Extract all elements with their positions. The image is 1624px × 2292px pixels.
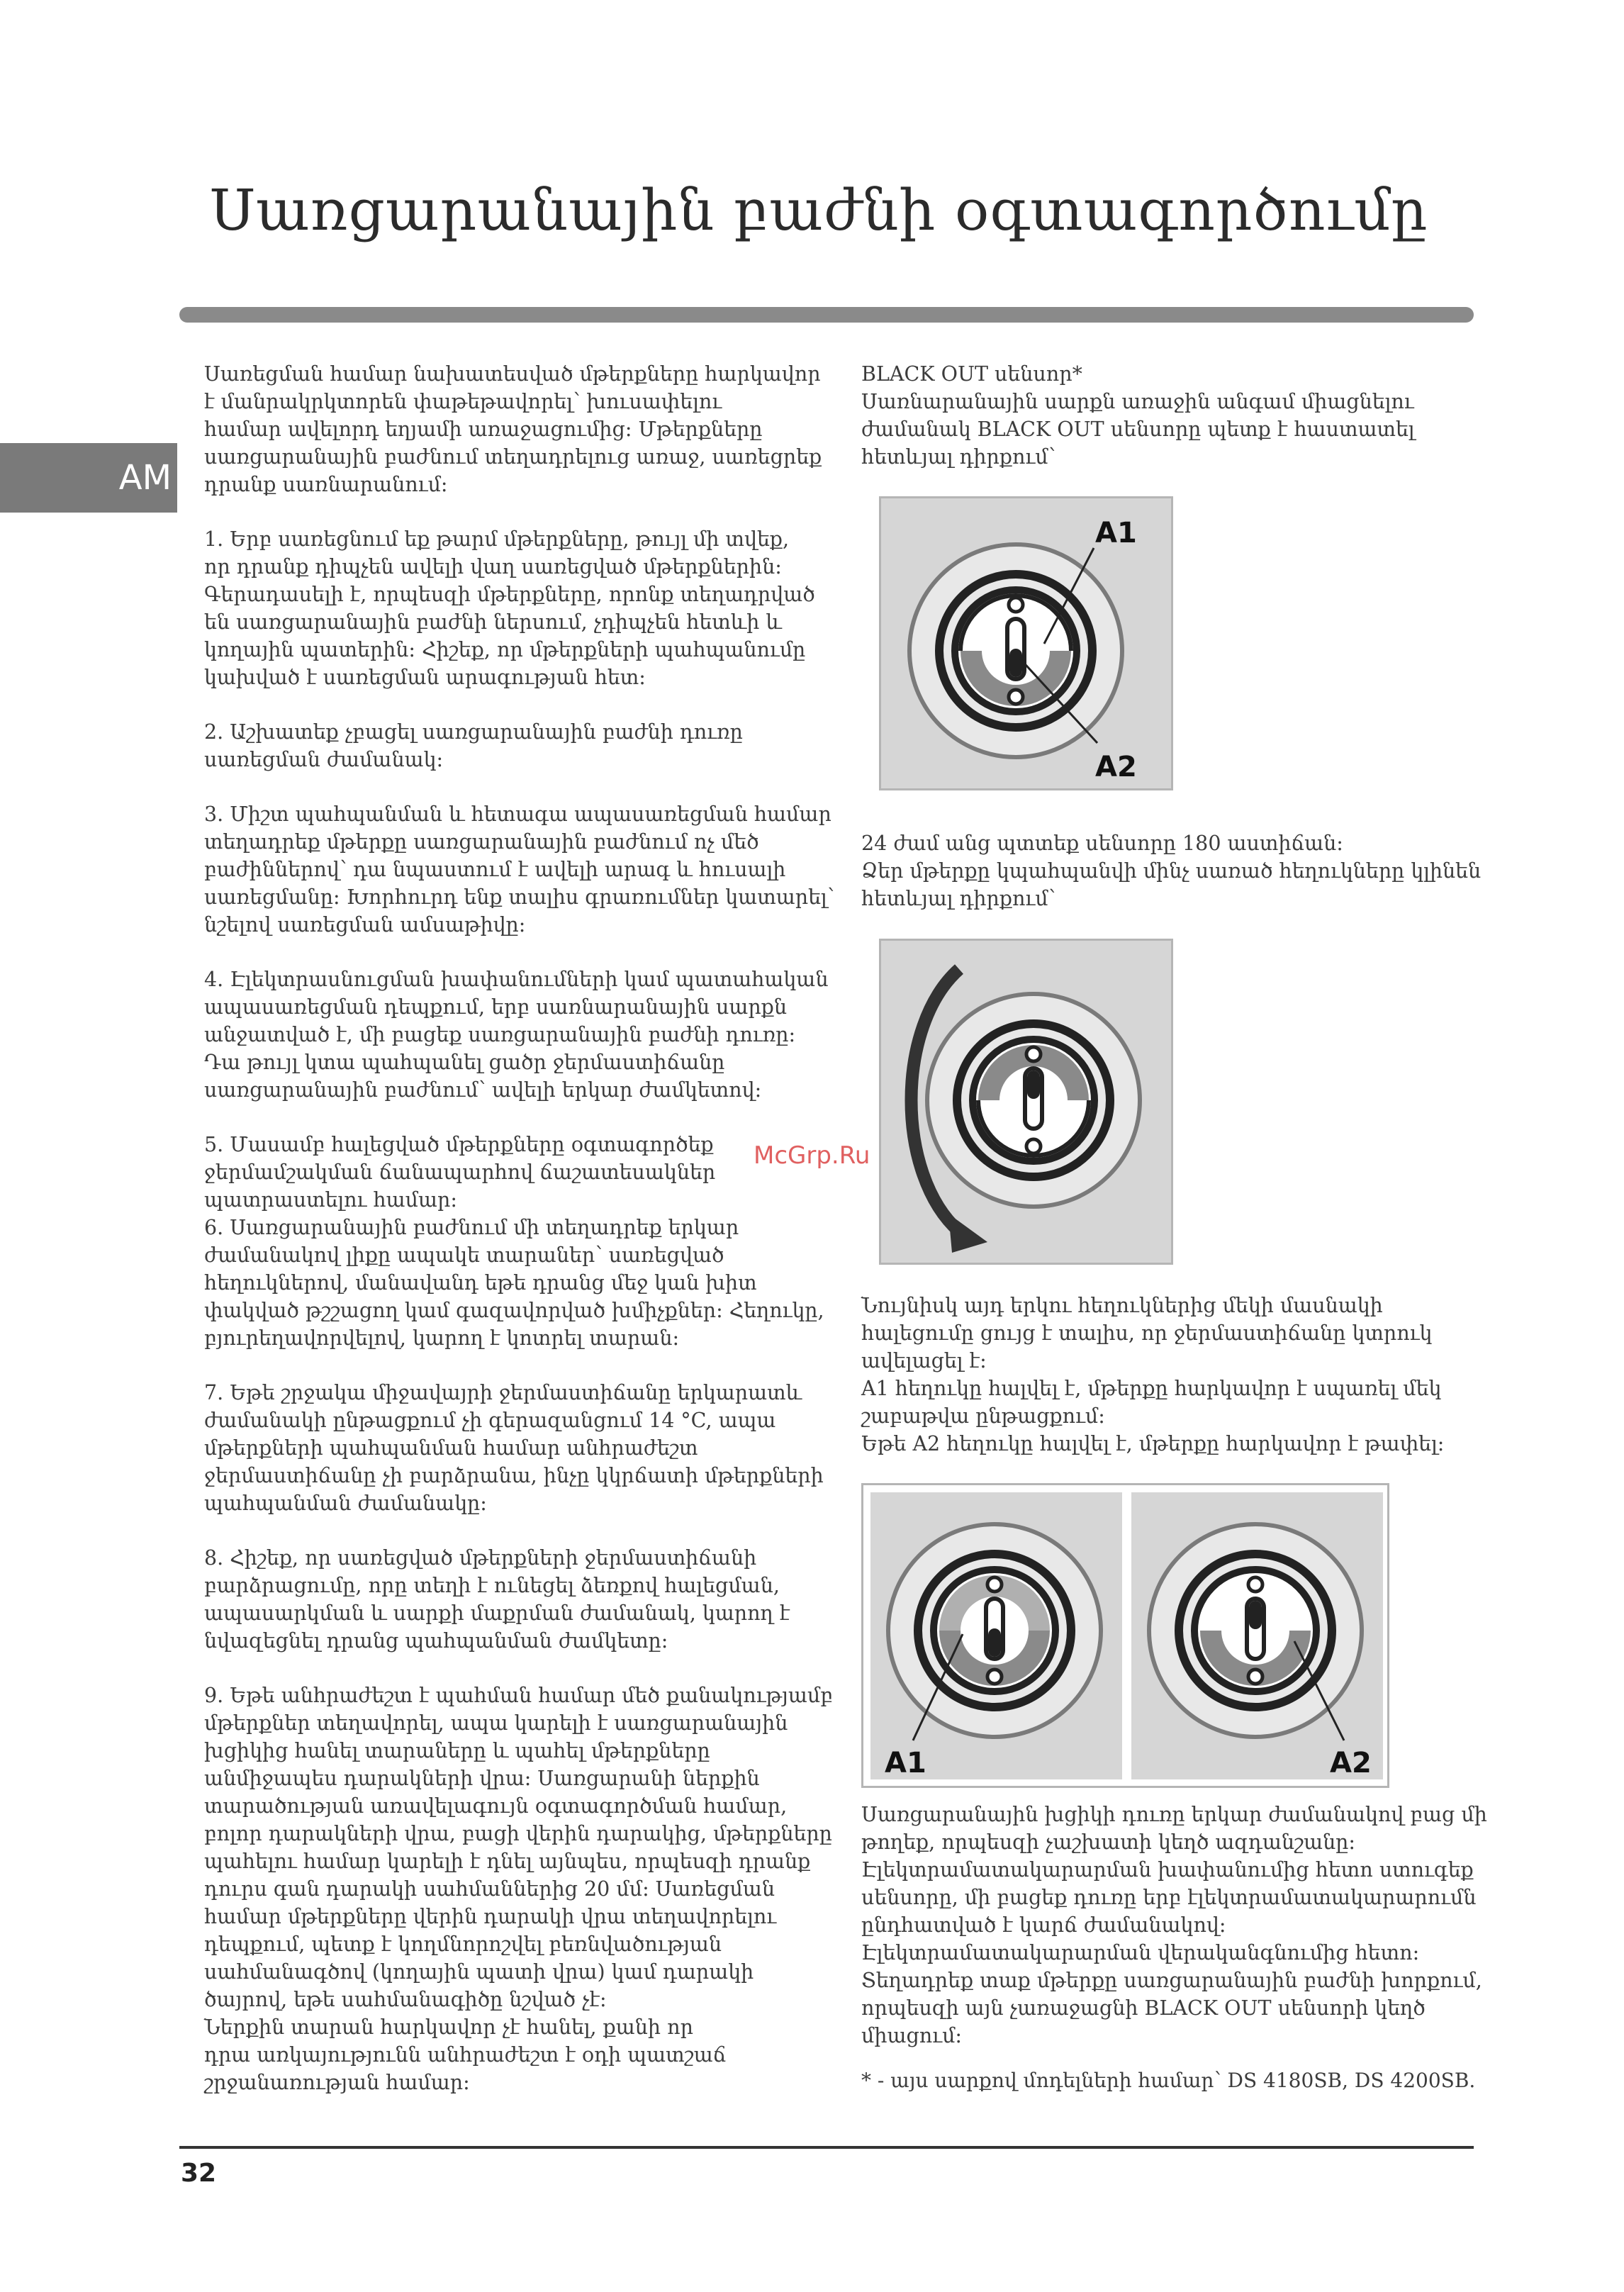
tip-9: [204, 1682, 833, 2096]
text-line: դուրս գան դարակի սահմաններից 20 մմ: Սառեցման: [204, 1877, 775, 1901]
text-line: են սառցարանային բաժնի ներսում, չդիպչեն հետևի և: [204, 610, 782, 634]
footer-rule: [179, 2146, 1474, 2149]
text-line: նվազեցնել դրանց պահպանման ժամկետը:: [204, 1629, 668, 1653]
text-line: Գերադասելի է, որպեսզի մթերքները, որոնք տեղադրված: [204, 583, 815, 606]
text-line: նշելով սառեցման ամսաթիվը:: [204, 913, 526, 937]
text-line: սառեցմանը: Խորհուրդ ենք տալիս գրառումներ կատարել՝: [204, 885, 835, 909]
intro-paragraph: [204, 360, 821, 498]
text-line: ծայրով, եթե սահմանագիծը նշված չէ:: [204, 1988, 607, 2011]
text-line: սառցարանային բաժնում տեղադրելուց առաջ, սառեցրեք: [204, 445, 822, 469]
text-line: հետևյալ դիրքում՝: [861, 887, 1055, 910]
text-line: պահպանման ժամանակը:: [204, 1492, 487, 1515]
text-line: Սառեցման համար նախատեսված մթերքները հարկավոր: [204, 362, 821, 386]
text-line: համար մթերքները վերին դարակի վրա տեղավորելու: [204, 1905, 777, 1928]
title-rule: [179, 307, 1474, 323]
page-title: Սառցարանային բաժնի օգտագործումը: [210, 177, 1428, 243]
text-line: շրջանառության համար:: [204, 2071, 470, 2094]
text-line: սահմանագծով (կողային պատի վրա) կամ դարակի: [204, 1960, 754, 1984]
text-line: 7. Եթե շրջակա միջավայրի ջերմաստիճանը երկարատև: [204, 1381, 802, 1404]
model-footnote: * - այս սարքով մոդելների համար՝ DS 4180SB, DS 4200SB.: [861, 2069, 1476, 2092]
text-line: հետևյալ դիրքում՝: [861, 445, 1055, 469]
text-line: 6. Սառցարանային բաժնում մի տեղադրեք երկար: [204, 1216, 739, 1239]
text-line: կողային պատերին: Հիշեք, որ մթերքների պահպանումը: [204, 638, 806, 661]
language-tab: AM: [0, 443, 177, 513]
text-line: 9. Եթե անհրաժեշտ է պահման համար մեծ քանակությամբ: [204, 1684, 833, 1707]
text-line: ժամանակի ընթացքում չի գերազանցում 14 °C, ապա: [204, 1409, 776, 1432]
text-line: թողեք, որպեսզի չաշխատի կեղծ ազդանշանը:: [861, 1830, 1356, 1854]
text-line: որ դրանք դիպչեն ավելի վաղ սառեցված մթերքներին:: [204, 555, 782, 578]
text-line: տեղադրեք մթերքը սառցարանային բաժնում ոչ մեծ: [204, 830, 759, 854]
text-line: կախված է սառեցման արագության հետ:: [204, 666, 646, 689]
text-line: սառեցման ժամանակ:: [204, 748, 444, 771]
text-line: խցիկից հանել տարաները և պահել մթերքները: [204, 1739, 710, 1762]
text-line: Դա թույլ կտա պահպանել ցածր ջերմաստիճանը: [204, 1051, 725, 1074]
text-line: Ներքին տարան հարկավոր չէ հանել, քանի որ: [204, 2016, 693, 2039]
label-a1-melted: A1: [885, 1747, 926, 1779]
sensor-melted-figure: [861, 1483, 1389, 1788]
text-line: տարածության առավելագույն օգտագործման համար,: [204, 1794, 788, 1818]
tip-5: [204, 1131, 821, 1214]
text-line: Եթե A2 հեղուկը հալվել է, մթերքը հարկավոր է թափել:: [861, 1432, 1445, 1455]
tip-6: [204, 1214, 824, 1352]
text-line: շաբաթվա ընթացքում:: [861, 1404, 1105, 1428]
text-line: անմիջապես դարակների վրա: Սառցարանի ներքին: [204, 1767, 760, 1790]
text-line: BLACK OUT սենսոր*: [861, 362, 1082, 386]
text-line: 2. Աշխատեք չբացել սառցարանային բաժնի դուռը: [204, 720, 743, 744]
sensor-initial-figure: [879, 496, 1173, 790]
sensor-a2-melted: [1131, 1492, 1383, 1779]
melt-indication-text: [861, 1292, 1478, 1458]
text-line: Էլեկտրամատակարարման խափանումից հետո ստուգեք: [861, 1858, 1474, 1882]
text-line: փակված թշշացող կամ գազավորված խմիչքներ: Հեղուկը,: [204, 1299, 824, 1322]
text-line: 8. Հիշեք, որ սառեցված մթերքների ջերմաստիճանի: [204, 1546, 757, 1570]
text-line: բարձրացումը, որը տեղի է ունեցել ձեռքով հալեցման,: [204, 1574, 780, 1597]
text-line: մթերքներ տեղավորել, ապա կարելի է սառցարանային: [204, 1711, 788, 1735]
text-line: սառցարանային բաժնում՝ ավելի երկար ժամկետով:: [204, 1078, 762, 1102]
text-line: համար ավելորդ եղյամի առաջացումից: Մթերքները: [204, 418, 763, 441]
text-line: Սառնարանային սարքն առաջին անգամ միացնելու: [861, 390, 1414, 413]
text-line: բաժիններով՝ դա նպաստում է ավելի արագ և հուսալի: [204, 858, 786, 881]
text-line: Սառցարանային խցիկի դուռը երկար ժամանակով բաց մի: [861, 1803, 1487, 1826]
tip-1: [204, 525, 821, 691]
text-line: անջատված է, մի բացեք սառցարանային բաժնի դուռը:: [204, 1023, 796, 1046]
text-line: 24 ժամ անց պտտեք սենսորը 180 աստիճան:: [861, 832, 1343, 855]
tip-3: [204, 800, 835, 939]
text-line: հալեցումը ցույց է տալիս, որ ջերմաստիճանը կտրուկ: [861, 1321, 1433, 1345]
text-line: դեպքում, պետք է կողմնորոշվել բեռնվածության: [204, 1933, 722, 1956]
page-number: 32: [181, 2159, 217, 2188]
label-a2: A2: [1095, 751, 1137, 783]
black-out-intro: [861, 360, 1478, 471]
text-line: Տեղադրեք տաք մթերքը սառցարանային բաժնի խորքում,: [861, 1969, 1482, 1992]
text-line: մթերքների պահպանման համար անհրաժեշտ: [204, 1436, 698, 1460]
sensor-rotated-figure: [879, 939, 1173, 1265]
tip-2: [204, 718, 821, 773]
text-line: դրա առկայությունն անհրաժեշտ է օդի պատշաճ: [204, 2043, 727, 2067]
text-line: Նույնիսկ այդ երկու հեղուկներից մեկի մասնակի: [861, 1294, 1383, 1317]
text-line: դրանք սառնարանում:: [204, 473, 448, 496]
label-a2-melted: A2: [1330, 1747, 1372, 1779]
sensor-a1-melted: [870, 1492, 1122, 1779]
left-column: [204, 360, 835, 2123]
text-line: ապասառեցման դեպքում, երբ սառնարանային սարքն: [204, 995, 787, 1019]
text-line: ժամանակով լիքը ապակե տարաներ՝ սառեցված: [204, 1243, 724, 1267]
text-line: բոլոր դարակների վրա, բացի վերին դարակից, մթերքները: [204, 1822, 832, 1845]
text-line: 5. Մասամբ հալեցված մթերքները օգտագործեք: [204, 1133, 714, 1156]
text-line: պահելու համար կարելի է դնել այնպես, որպեսզի դրանք: [204, 1850, 811, 1873]
text-line: սենսորը, մի բացեք դուռը երբ էլեկտրամատակարարումն: [861, 1886, 1477, 1909]
text-line: 4. Էլեկտրասնուցման խափանումների կամ պատահական: [204, 968, 829, 991]
text-line: 1. Երբ սառեցնում եք թարմ մթերքները, թույլ մի տվեք,: [204, 527, 790, 551]
text-line: ընդհատված է կարճ ժամանակով:: [861, 1913, 1226, 1937]
label-a1: A1: [1095, 517, 1137, 549]
text-line: ջերմամշակման ճանապարհով ճաշատեսակներ: [204, 1161, 716, 1184]
sensor-initial-svg: [881, 498, 1171, 788]
text-line: միացում:: [861, 2024, 963, 2047]
text-line: ժամանակ BLACK OUT սենսորը պետք է հաստատել: [861, 418, 1415, 441]
text-line: պատրաստելու համար:: [204, 1188, 458, 1212]
text-line: Էլեկտրամատակարարման վերականգնումից հետո:: [861, 1941, 1420, 1964]
text-line: որպեսզի այն չառաջացնի BLACK OUT սենսորի կեղծ: [861, 1996, 1426, 2020]
door-open-text: [861, 1801, 1487, 2050]
text-line: Ձեր մթերքը կպահպանվի մինչ սառած հեղուկները կլինեն: [861, 859, 1482, 883]
text-line: ավելացել է:: [861, 1349, 987, 1373]
watermark: McGrp.Ru: [754, 1141, 870, 1170]
text-line: 3. Միշտ պահպանման և հետագա ապասառեցման համար: [204, 803, 831, 826]
tip-7: [204, 1379, 824, 1517]
sensor-rotated-svg: [881, 941, 1171, 1263]
tip-4: [204, 966, 829, 1104]
text-line: ապասարկման և սարքի մաքրման ժամանակ, կարող է: [204, 1601, 790, 1625]
after-24h-text: [861, 829, 1482, 912]
text-line: հեղուկներով, մանավանդ եթե դրանց մեջ կան խիտ: [204, 1271, 757, 1295]
tip-8: [204, 1544, 821, 1655]
text-line: A1 հեղուկը հալվել է, մթերքը հարկավոր է սպառել մեկ: [861, 1377, 1442, 1400]
text-line: ջերմաստիճանը չի բարձրանա, ինչը կկրճատի մթերքների: [204, 1464, 824, 1487]
text-line: է մանրակրկտորեն փաթեթավորել՝ խուսափելու: [204, 390, 722, 413]
text-line: բյուրեղավորվելով, կարող է կոտրել տարան:: [204, 1326, 680, 1350]
